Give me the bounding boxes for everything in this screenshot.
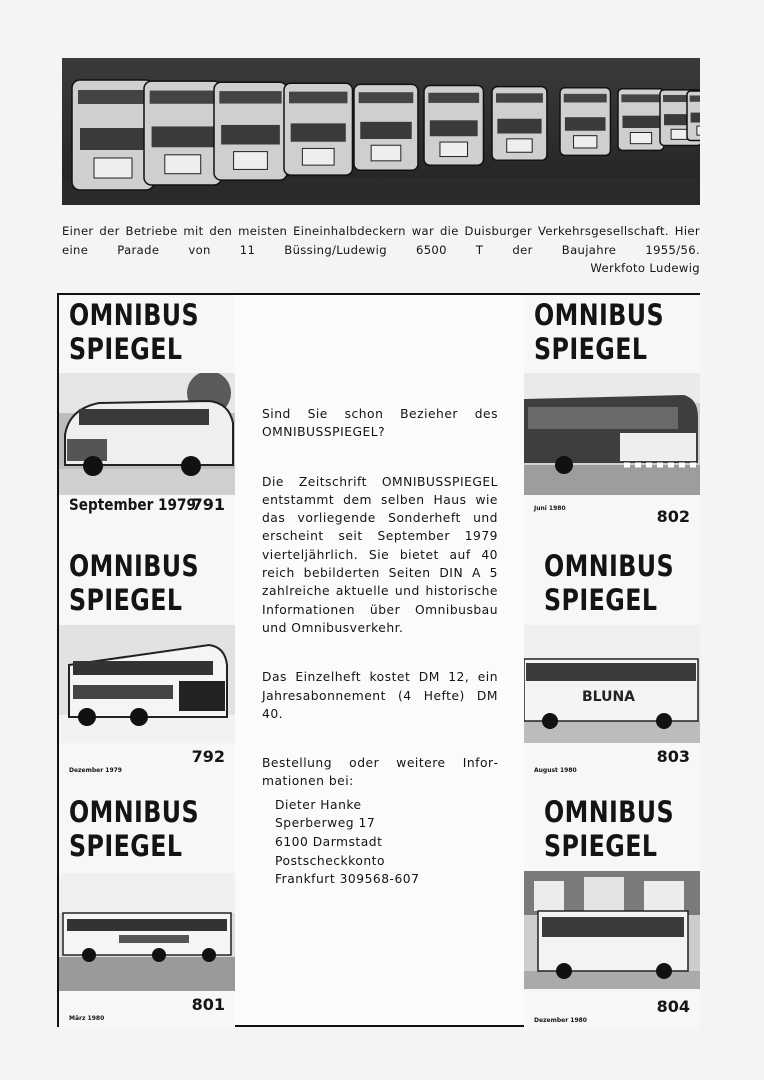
cover-date: Juni 1980 bbox=[534, 505, 566, 512]
address-line: Dieter Hanke bbox=[275, 797, 362, 812]
cover-photo-double-decker bbox=[59, 625, 235, 743]
ad-description: Die Zeitschrift OMNIBUSSPIEGEL entstammt dem selben Haus wie das vorliegende Sonderheft und erscheint seit September 1979 vierteljährlich. Sie bietet auf 40 reich bebilderten Seiten DIN A 5 zahlreiche aktuelle und historische Informationen über Omnibusbau und Omnibusverkehr. bbox=[262, 474, 498, 635]
fleet-bus bbox=[214, 82, 287, 180]
magazine-cover-792 bbox=[59, 535, 235, 788]
cover-number: 802 bbox=[656, 507, 690, 526]
fleet-bus bbox=[144, 81, 221, 185]
cover-photo-bluna-bus bbox=[524, 625, 700, 743]
ad-price: Das Einzelheft kostet DM 12, ein Jahresabonnement (4 Hefte) DM 40. bbox=[262, 670, 498, 721]
cover-photo-coach bbox=[524, 373, 700, 495]
magazine-cover-802 bbox=[524, 295, 700, 536]
cover-number: 791 bbox=[191, 495, 225, 514]
magazine-cover-804 bbox=[524, 785, 700, 1029]
address-line: Sperberweg 17 bbox=[275, 816, 376, 831]
photo-credit: Werkfoto Ludewig bbox=[590, 261, 700, 275]
ad-text bbox=[262, 405, 498, 889]
fleet-bus bbox=[560, 88, 610, 156]
cover-number: 792 bbox=[191, 747, 225, 766]
cover-number: 801 bbox=[191, 995, 225, 1014]
photo-caption bbox=[62, 222, 700, 278]
ad-order-info: Bestellung oder weitere Informationen bei: bbox=[262, 756, 498, 789]
cover-number: 803 bbox=[656, 747, 690, 766]
cover-brand: OMNIBUS SPIEGEL bbox=[69, 549, 200, 617]
omnibusspiegel-ad bbox=[57, 293, 700, 1027]
cover-date: Dezember 1980 bbox=[534, 1017, 587, 1024]
ad-question: Sind Sie schon Bezieher des OMNIBUSSPIEGEL? bbox=[262, 407, 498, 440]
cover-number: 804 bbox=[656, 997, 690, 1016]
cover-date: September 1979 bbox=[69, 495, 196, 514]
contact-address bbox=[262, 796, 498, 889]
fleet-bus bbox=[618, 89, 664, 151]
fleet-bus bbox=[424, 86, 483, 166]
fleet-bus bbox=[354, 84, 418, 170]
caption-text: Einer der Betriebe mit den meisten Eineinhalbdeckern war die Duisburger Verkehrsgesellschaft. Hier eine Parade von 11 Büssing/Ludewig 6500 T der Baujahre 1955/56. bbox=[62, 224, 700, 257]
fleet-bus bbox=[687, 91, 700, 141]
fleet-bus bbox=[72, 80, 154, 190]
address-line: Postscheckkonto bbox=[275, 853, 385, 868]
address-line: Frankfurt 309568-607 bbox=[275, 872, 420, 887]
cover-photo-city-bus bbox=[524, 871, 700, 989]
cover-brand: OMNIBUS SPIEGEL bbox=[544, 795, 675, 863]
cover-date: August 1980 bbox=[534, 767, 577, 774]
magazine-cover-791 bbox=[59, 295, 235, 544]
cover-brand: OMNIBUS SPIEGEL bbox=[69, 298, 200, 366]
cover-brand: OMNIBUS SPIEGEL bbox=[534, 298, 665, 366]
fleet-bus bbox=[284, 83, 352, 175]
magazine-cover-801 bbox=[59, 783, 235, 1029]
cover-date: März 1980 bbox=[69, 1015, 105, 1022]
magazine-cover-803 bbox=[524, 535, 700, 786]
fleet-bus bbox=[492, 87, 547, 161]
cover-brand: OMNIBUS SPIEGEL bbox=[69, 795, 200, 863]
address-line: 6100 Darmstadt bbox=[275, 834, 383, 849]
cover-photo-articulated-bus bbox=[59, 873, 235, 991]
bus-fleet-photo bbox=[62, 58, 700, 205]
cover-date: Dezember 1979 bbox=[69, 767, 122, 774]
cover-brand: OMNIBUS SPIEGEL bbox=[544, 549, 675, 617]
bus-advertising-text: BLUNA bbox=[582, 689, 636, 705]
cover-photo-double-decker bbox=[59, 373, 235, 495]
